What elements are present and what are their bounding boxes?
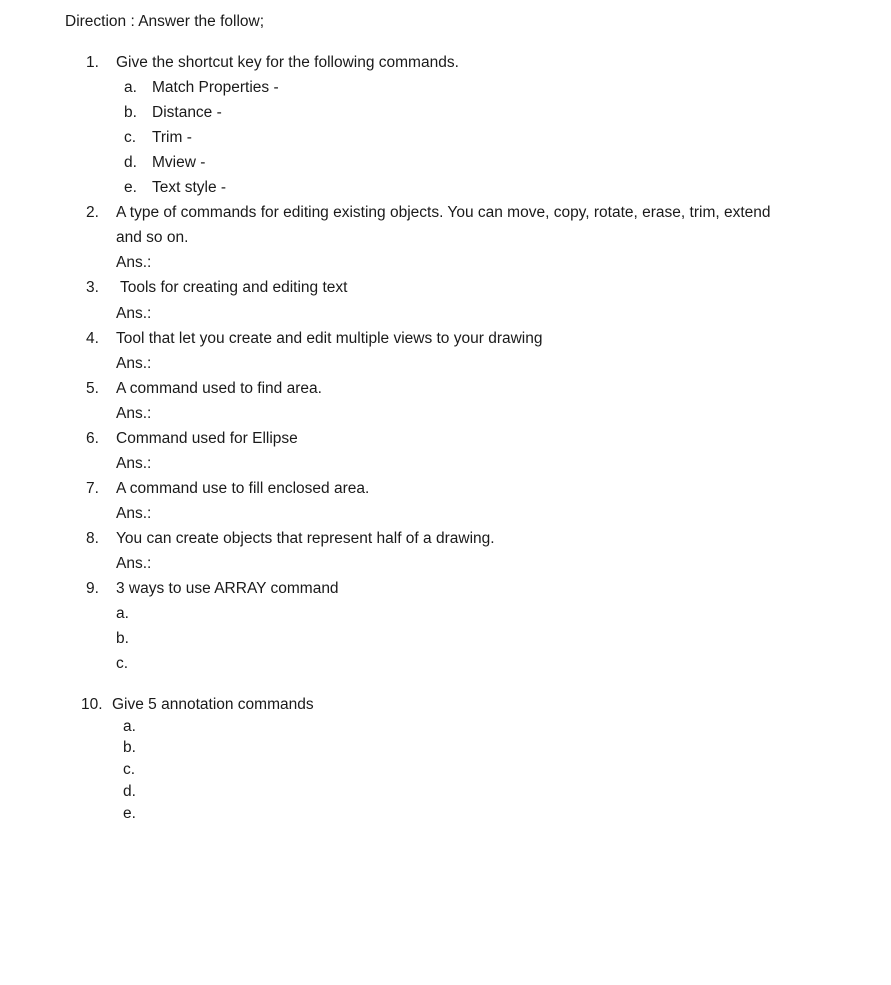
answer-label: Ans.: (116, 305, 152, 322)
question-text: A type of commands for editing existing objects. You can move, copy, rotate, erase, trim, extend (116, 204, 771, 221)
sub-item-text: Trim - (152, 129, 192, 146)
question-number: 6. (86, 430, 99, 447)
question-number: 8. (86, 530, 99, 547)
sub-item-label: d. (123, 783, 136, 800)
sub-item-text: Mview - (152, 154, 206, 171)
sub-item-label: b. (123, 739, 136, 756)
sub-item-label: a. (116, 605, 129, 622)
answer-label: Ans.: (116, 455, 152, 472)
question-text: A command use to fill enclosed area. (116, 480, 370, 497)
direction-heading: Direction : Answer the follow; (65, 13, 265, 30)
question-text: 3 ways to use ARRAY command (116, 580, 339, 597)
sub-item-label: b. (124, 104, 137, 121)
question-number: 9. (86, 580, 99, 597)
answer-label: Ans.: (116, 505, 152, 522)
question-text-continued: and so on. (116, 229, 189, 246)
question-number: 3. (86, 279, 99, 296)
sub-item-text: Distance - (152, 104, 222, 121)
sub-item-text: Text style - (152, 179, 227, 196)
question-number: 7. (86, 480, 99, 497)
question-text: Tool that let you create and edit multiple views to your drawing (116, 330, 543, 347)
sub-item-label: e. (124, 179, 137, 196)
question-number: 4. (86, 330, 99, 347)
answer-label: Ans.: (116, 355, 152, 372)
question-text: Command used for Ellipse (116, 430, 298, 447)
question-number: 10. (81, 696, 103, 713)
answer-label: Ans.: (116, 254, 152, 271)
sub-item-label: c. (123, 761, 136, 778)
question-text: A command used to find area. (116, 380, 322, 397)
sub-item-label: d. (124, 154, 137, 171)
answer-label: Ans.: (116, 405, 152, 422)
sub-item-label: a. (124, 79, 137, 96)
sub-item-label: a. (123, 718, 136, 735)
sub-item-label: c. (116, 655, 129, 672)
sub-item-label: c. (124, 129, 137, 146)
question-text: Give 5 annotation commands (112, 696, 314, 713)
sub-item-text: Match Properties - (152, 79, 279, 96)
question-number: 5. (86, 380, 99, 397)
question-number: 2. (86, 204, 99, 221)
question-text: Tools for creating and editing text (120, 279, 348, 296)
question-number: 1. (86, 54, 99, 71)
answer-label: Ans.: (116, 555, 152, 572)
sub-item-label: e. (123, 805, 136, 822)
question-text: Give the shortcut key for the following commands. (116, 54, 459, 71)
sub-item-label: b. (116, 630, 129, 647)
question-text: You can create objects that represent half of a drawing. (116, 530, 495, 547)
